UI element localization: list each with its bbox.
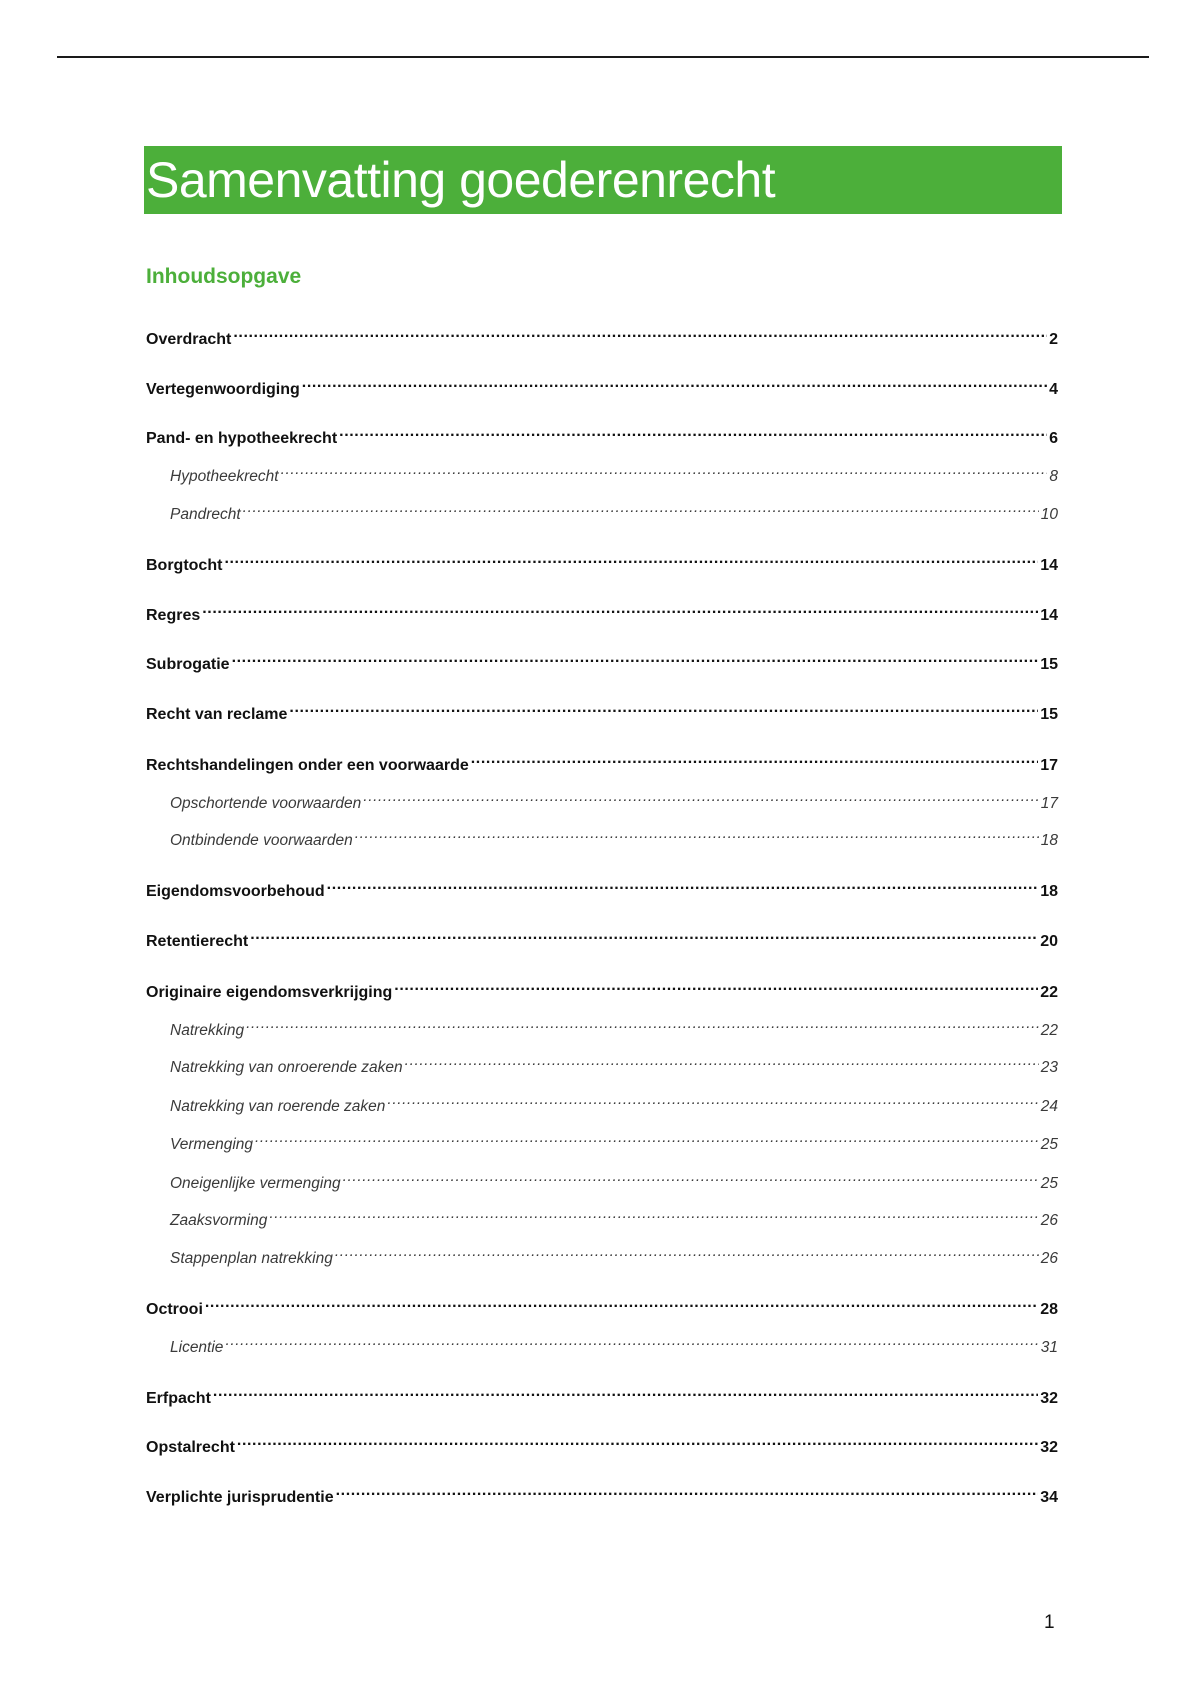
toc-entry-recht-van-reclame[interactable]	[146, 697, 1058, 723]
toc-dot-leader	[363, 786, 1038, 808]
toc-entry-licentie[interactable]	[146, 1330, 1058, 1356]
toc-entry-page: 25	[1040, 1136, 1058, 1153]
toc-entry-page: 31	[1040, 1339, 1058, 1356]
toc-dot-leader	[213, 1381, 1038, 1403]
toc-entry-overdracht[interactable]	[146, 322, 1058, 348]
toc-entry-borgtocht[interactable]	[146, 548, 1058, 574]
toc-entry-label: Vertegenwoordiging	[146, 381, 300, 398]
toc-entry-retentierecht[interactable]	[146, 924, 1058, 950]
toc-entry-eigendomsvoorbehoud[interactable]	[146, 874, 1058, 900]
toc-dot-leader	[255, 1127, 1039, 1149]
toc-dot-leader	[202, 598, 1038, 620]
toc-entry-label: Ontbindende voorwaarden	[170, 832, 353, 849]
toc-entry-pand-en-hypotheekrecht[interactable]	[146, 421, 1058, 447]
toc-dot-leader	[327, 874, 1039, 896]
toc-entry-label: Stappenplan natrekking	[170, 1250, 333, 1267]
toc-dot-leader	[302, 372, 1047, 394]
toc-dot-leader	[232, 647, 1039, 669]
toc-entry-vermenging[interactable]	[146, 1127, 1058, 1153]
toc-entry-octrooi[interactable]	[146, 1292, 1058, 1318]
toc-entry-page: 22	[1040, 984, 1058, 1001]
page-number: 1	[1044, 1612, 1055, 1633]
toc-entry-stappenplan-natrekking[interactable]	[146, 1241, 1058, 1267]
toc-entry-page: 2	[1049, 331, 1058, 348]
toc-dot-leader	[289, 697, 1038, 719]
toc-entry-page: 14	[1040, 607, 1058, 624]
toc-entry-opstalrecht[interactable]	[146, 1430, 1058, 1456]
toc-entry-vertegenwoordiging[interactable]	[146, 372, 1058, 398]
toc-entry-label: Pandrecht	[170, 506, 241, 523]
toc-entry-page: 18	[1040, 832, 1058, 849]
toc-entry-verplichte-jurisprudentie[interactable]	[146, 1480, 1058, 1506]
toc-dot-leader	[205, 1292, 1038, 1314]
toc-entry-label: Opschortende voorwaarden	[170, 795, 362, 812]
toc-heading: Inhoudsopgave	[146, 265, 302, 288]
toc-dot-leader	[224, 548, 1038, 570]
document-title: Samenvatting goederenrecht	[146, 152, 776, 208]
toc-entry-page: 20	[1040, 933, 1058, 950]
toc-dot-leader	[405, 1050, 1039, 1072]
toc-entry-page: 26	[1040, 1212, 1058, 1229]
header-rule	[57, 56, 1149, 58]
toc-dot-leader	[336, 1480, 1039, 1502]
toc-dot-leader	[237, 1430, 1038, 1452]
toc-entry-label: Natrekking van onroerende zaken	[170, 1059, 403, 1076]
toc-entry-label: Hypotheekrecht	[170, 468, 279, 485]
toc-entry-page: 34	[1040, 1489, 1058, 1506]
toc-entry-label: Natrekking van roerende zaken	[170, 1098, 386, 1115]
toc-entry-label: Originaire eigendomsverkrijging	[146, 984, 393, 1001]
toc-entry-page: 32	[1040, 1439, 1058, 1456]
toc-dot-leader	[269, 1203, 1038, 1225]
title-banner	[144, 146, 1062, 214]
toc-entry-page: 6	[1049, 430, 1058, 447]
toc-entry-page: 17	[1040, 757, 1058, 774]
toc-entry-label: Oneigenlijke vermenging	[170, 1175, 341, 1192]
toc-entry-ontbindende-voorwaarden[interactable]	[146, 823, 1058, 849]
toc-entry-page: 4	[1049, 381, 1058, 398]
toc-entry-originaire-eigendomsverkrijging[interactable]	[146, 975, 1058, 1001]
toc-entry-label: Regres	[146, 607, 201, 624]
toc-entry-label: Erfpacht	[146, 1390, 211, 1407]
toc-entry-page: 25	[1040, 1175, 1058, 1192]
toc-entry-page: 22	[1040, 1022, 1058, 1039]
toc-dot-leader	[335, 1241, 1039, 1263]
toc-entry-page: 24	[1040, 1098, 1058, 1115]
toc-entry-label: Zaaksvorming	[170, 1212, 268, 1229]
toc-entry-natrekking[interactable]	[146, 1013, 1058, 1039]
toc-entry-label: Overdracht	[146, 331, 232, 348]
toc-entry-rechtshandelingen-onder-een-voorwaarde[interactable]	[146, 748, 1058, 774]
toc-entry-label: Borgtocht	[146, 557, 223, 574]
toc-entry-oneigenlijke-vermenging[interactable]	[146, 1166, 1058, 1192]
toc-entry-label: Retentierecht	[146, 933, 249, 950]
toc-entry-label: Opstalrecht	[146, 1439, 235, 1456]
toc-dot-leader	[343, 1166, 1039, 1188]
toc-dot-leader	[339, 421, 1047, 443]
toc-entry-label: Pand- en hypotheekrecht	[146, 430, 338, 447]
toc-dot-leader	[387, 1089, 1038, 1111]
toc-entry-page: 14	[1040, 557, 1058, 574]
toc-dot-leader	[250, 924, 1038, 946]
toc-entry-page: 15	[1040, 706, 1058, 723]
toc-entry-page: 10	[1040, 506, 1058, 523]
toc-entry-pandrecht[interactable]	[146, 497, 1058, 523]
toc-dot-leader	[243, 497, 1039, 519]
toc-entry-label: Rechtshandelingen onder een voorwaarde	[146, 757, 469, 774]
toc-entry-label: Verplichte jurisprudentie	[146, 1489, 334, 1506]
toc-entry-page: 28	[1040, 1301, 1058, 1318]
toc-entry-label: Subrogatie	[146, 656, 230, 673]
toc-entry-natrekking-van-onroerende-zaken[interactable]	[146, 1050, 1058, 1076]
toc-dot-leader	[246, 1013, 1039, 1035]
toc-entry-label: Eigendomsvoorbehoud	[146, 883, 325, 900]
toc-entry-page: 15	[1040, 656, 1058, 673]
toc-dot-leader	[394, 975, 1038, 997]
toc-entry-label: Vermenging	[170, 1136, 254, 1153]
toc-dot-leader	[281, 459, 1048, 481]
toc-entry-page: 26	[1040, 1250, 1058, 1267]
toc-entry-regres[interactable]	[146, 598, 1058, 624]
toc-entry-page: 17	[1040, 795, 1058, 812]
toc-entry-label: Natrekking	[170, 1022, 245, 1039]
toc-entry-subrogatie[interactable]	[146, 647, 1058, 673]
toc-entry-zaaksvorming[interactable]	[146, 1203, 1058, 1229]
toc-dot-leader	[233, 322, 1047, 344]
toc-entry-natrekking-van-roerende-zaken[interactable]	[146, 1089, 1058, 1115]
toc-entry-label: Licentie	[170, 1339, 224, 1356]
toc-dot-leader	[225, 1330, 1038, 1352]
toc-entry-label: Octrooi	[146, 1301, 203, 1318]
toc-entry-page: 32	[1040, 1390, 1058, 1407]
toc-entry-opschortende-voorwaarden[interactable]	[146, 786, 1058, 812]
toc-entry-hypotheekrecht[interactable]	[146, 459, 1058, 485]
toc-entry-page: 23	[1040, 1059, 1058, 1076]
toc-entry-label: Recht van reclame	[146, 706, 288, 723]
toc-entry-page: 18	[1040, 883, 1058, 900]
toc-dot-leader	[355, 823, 1039, 845]
toc-entry-page: 8	[1049, 468, 1058, 485]
toc-dot-leader	[471, 748, 1038, 770]
toc-entry-erfpacht[interactable]	[146, 1381, 1058, 1407]
